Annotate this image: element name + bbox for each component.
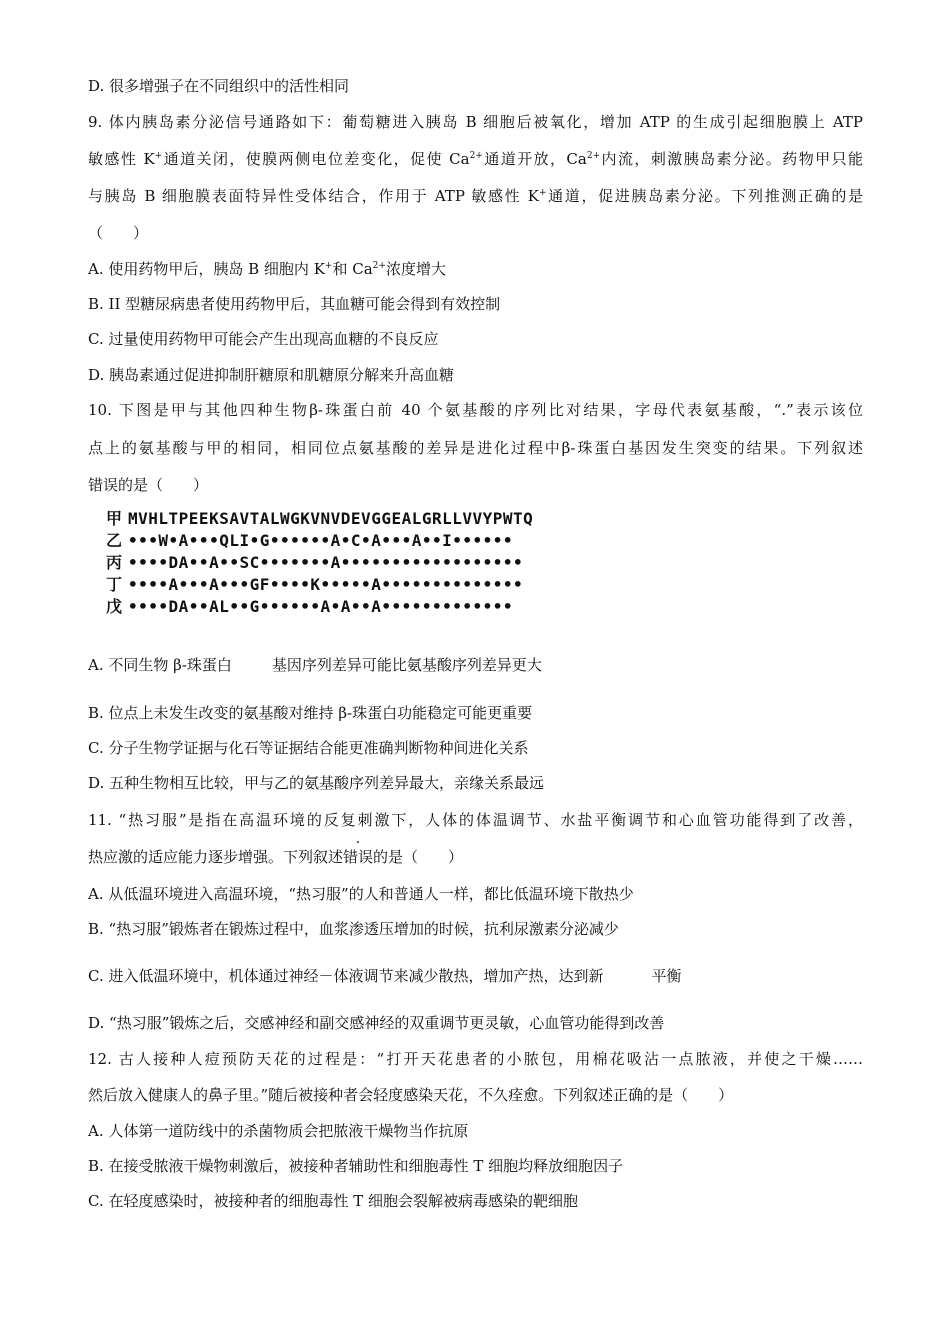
q12-stem-line-1: 12. 古人接种人痘预防天花的过程是：“打开天花患者的小脓包，用棉花吸沾一点脓液，并使之干燥…… <box>88 1050 863 1068</box>
q10-option-b: B. 位点上未发生改变的氨基酸对维持 β-珠蛋白功能稳定可能更重要 <box>88 704 533 722</box>
alignment-row-wu <box>106 596 533 618</box>
q9-option-a: A. 使用药物甲后，胰岛 B 细胞内 K+和 $Ca^{2+}$浓度增大 <box>88 260 446 278</box>
alignment-row-yi <box>106 530 533 552</box>
q10-option-c: C. 分子生物学证据与化石等证据结合能更准确判断物种间进化关系 <box>88 739 529 757</box>
alignment-row-label: 戊 <box>106 597 123 616</box>
alignment-row-label: 丁 <box>106 575 123 594</box>
q11-option-a: A. 从低温环境进入高温环境，“热习服”的人和普通人一样，都比低温环境下散热少 <box>88 885 634 903</box>
q11-stem-line-2: 热应激的适应能力逐步增强。下列叙述错误的是（ ） <box>88 848 464 866</box>
alignment-row-bing <box>106 552 533 574</box>
q9-option-c: C. 过量使用药物甲可能会产生出现高血糖的不良反应 <box>88 330 439 348</box>
alignment-row-sequence: ••••DA••AL••G••••••A•A••A••••••••••••• <box>128 597 514 616</box>
q12-stem-line-2: 然后放入健康人的鼻子里。”随后被接种者会轻度感染天花，不久痊愈。下列叙述正确的是（ ） <box>88 1086 734 1104</box>
q10-stem-line-1: 10. 下图是甲与其他四种生物β-珠蛋白前 40 个氨基酸的序列比对结果，字母代表氨基酸，“.”表示该位 <box>88 401 863 419</box>
alignment-row-label: 甲 <box>106 509 123 528</box>
emphasized-word: 错误 <box>343 848 374 866</box>
q12-option-b: B. 在接受脓液干燥物刺激后，被接种者辅助性和细胞毒性 T 细胞均释放细胞因子 <box>88 1157 624 1175</box>
q8-option-d: D. 很多增强子在不同组织中的活性相同 <box>88 77 350 95</box>
q11-option-d: D. “热习服”锻炼之后，交感神经和副交感神经的双重调节更灵敏，心血管功能得到改善 <box>88 1014 665 1032</box>
q11-option-c: C. 进入低温环境中，机体通过神经－体液调节来减少散热，增加产热，达到新 平衡 <box>88 967 682 985</box>
q12-option-c: C. 在轻度感染时，被接种者的细胞毒性 T 细胞会裂解被病毒感染的靶细胞 <box>88 1192 579 1210</box>
alignment-row-label: 乙 <box>106 531 123 550</box>
alignment-row-sequence: MVHLTPEEKSAVTALWGKVNVDEVGGEALGRLLVVYPWTQ <box>128 509 534 528</box>
q10-option-a: A. 不同生物 β-珠蛋白 基因序列差异可能比氨基酸序列差异更大 <box>88 656 542 674</box>
q10-stem-line-3: 错误的是（ ） <box>88 476 209 494</box>
q10-option-d: D. 五种生物相互比较，甲与乙的氨基酸序列差异最大，亲缘关系最远 <box>88 774 545 792</box>
alignment-row-label: 丙 <box>106 553 123 572</box>
alignment-row-ding <box>106 574 533 596</box>
q11-option-b: B. “热习服”锻炼者在锻炼过程中，血浆渗透压增加的时候，抗利尿激素分泌减少 <box>88 920 619 938</box>
q9-stem-line-3: 与胰岛 B 细胞膜表面特异性受体结合，作用于 ATP 敏感性 K+通道，促进胰岛素分泌。下列推测正确的是 <box>88 187 863 205</box>
q9-stem-line-1: 9. 体内胰岛素分泌信号通路如下：葡萄糖进入胰岛 B 细胞后被氧化，增加 ATP 的生成引起细胞膜上 ATP <box>88 113 863 131</box>
q9-option-d: D. 胰岛素通过促进抑制肝糖原和肌糖原分解来升高血糖 <box>88 366 455 384</box>
q10-stem-line-2: 点上的氨基酸与甲的相同，相同位点氨基酸的差异是进化过程中β-珠蛋白基因发生突变的结果。下列叙述 <box>88 439 863 457</box>
alignment-row-sequence: ••••A•••A•••GF••••K•••••A•••••••••••••• <box>128 575 524 594</box>
alignment-row-sequence: ••••DA••A••SC•••••••A•••••••••••••••••• <box>128 553 524 572</box>
sequence-alignment-figure <box>106 508 533 618</box>
q9-option-b: B. II 型糖尿病患者使用药物甲后，其血糖可能会得到有效控制 <box>88 295 501 313</box>
q9-stem-line-2: 敏感性 K+通道关闭，使膜两侧电位差变化，促使 $Ca^{2+}$通道开放，$Ca^{2+}$内流，刺激胰岛素分泌。药物甲只能 <box>88 150 863 168</box>
alignment-row-jia <box>106 508 533 530</box>
q9-answer-blank: （ ） <box>88 224 149 242</box>
alignment-row-sequence: •••W•A•••QLI•G••••••A•C•A•••A••I•••••• <box>128 531 514 550</box>
q11-stem-line-1: 11. “热习服”是指在高温环境的反复刺激下，人体的体温调节、水盐平衡调节和心血管功能得到了改善， <box>88 811 863 829</box>
q12-option-a: A. 人体第一道防线中的杀菌物质会把脓液干燥物当作抗原 <box>88 1122 469 1140</box>
